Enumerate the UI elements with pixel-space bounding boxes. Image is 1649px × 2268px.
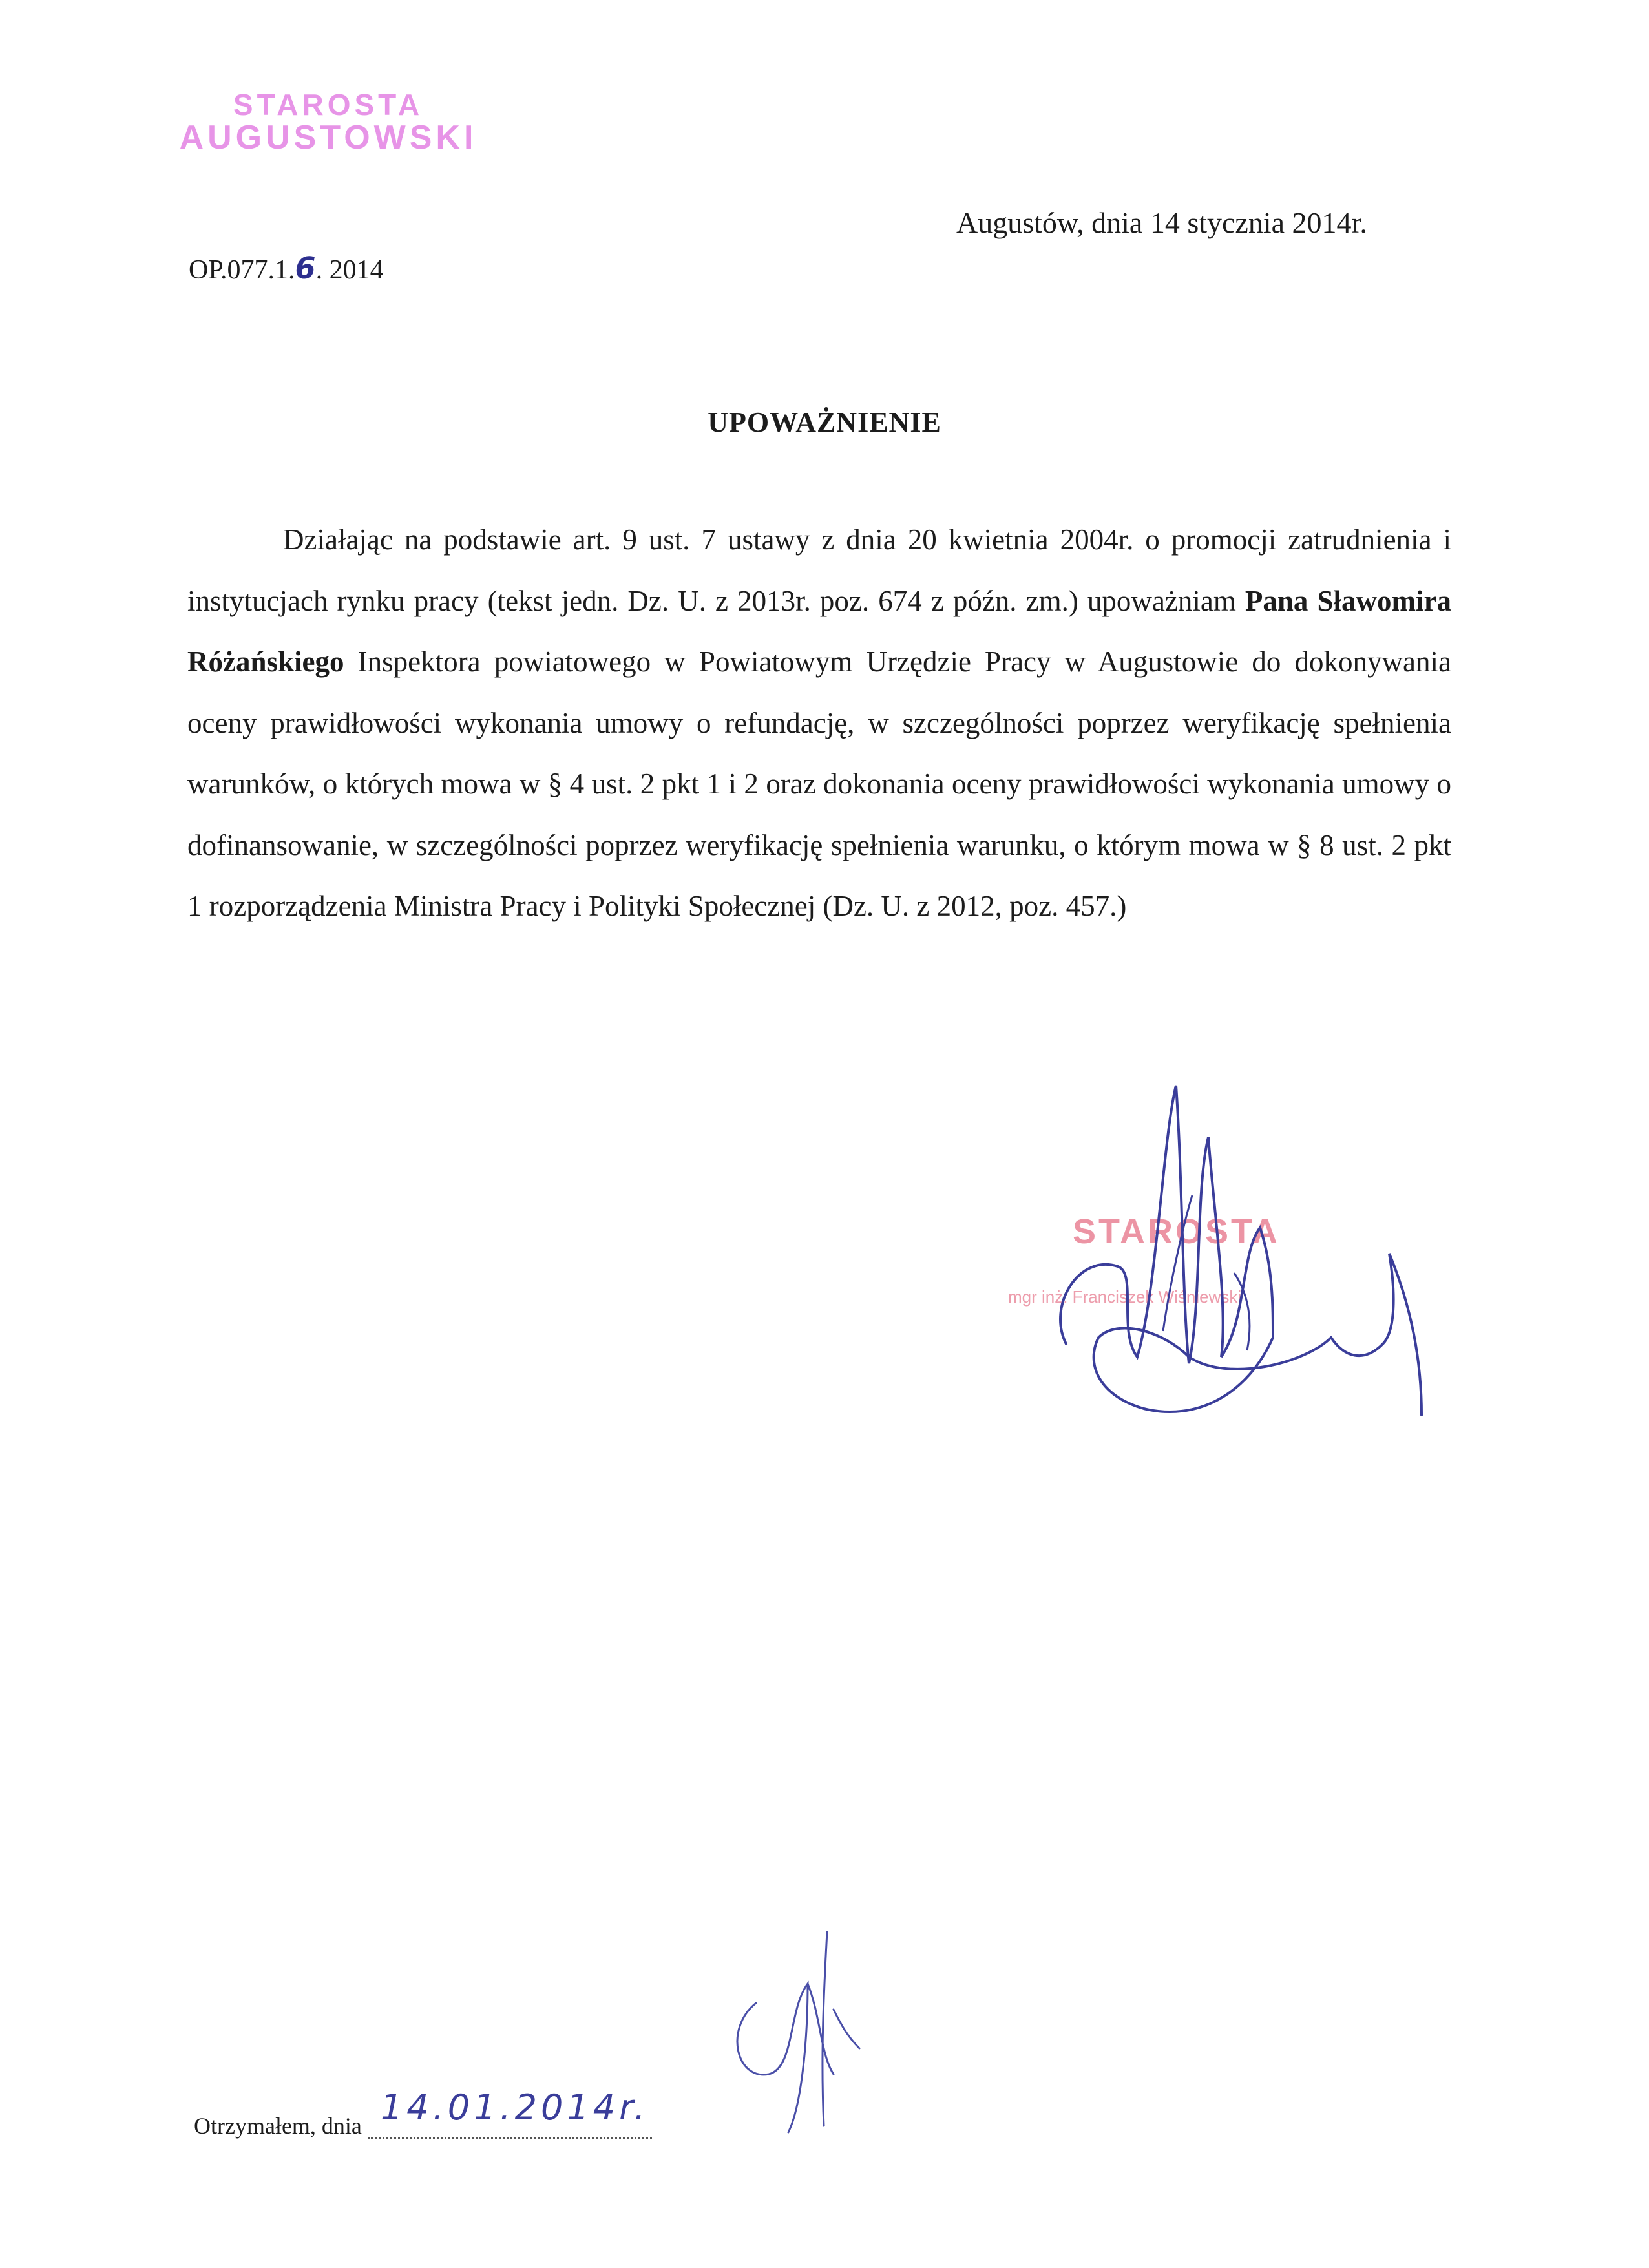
handwritten-signature-icon bbox=[969, 1060, 1460, 1460]
signature-stamp-name: mgr inż. Franciszek Wiśniewski bbox=[1008, 1287, 1242, 1307]
signature-block bbox=[969, 1060, 1460, 1460]
document-title: UPOWAŻNIENIE bbox=[708, 406, 941, 438]
receipt-line bbox=[194, 2087, 652, 2139]
signature-stamp-title: STAROSTA bbox=[1073, 1212, 1280, 1251]
receipt-date-field bbox=[368, 2087, 652, 2139]
stamp-line-1: STAROSTA bbox=[233, 88, 424, 121]
body-part-2: Inspektora powiatowego w Powiatowym Urzędzie Pracy w Augustowie do dokonywania oceny prawidłowości wykonania umowy o refundację, w szczególności poprzez weryfikację spełnienia warunków, o których mowa w § 4 ust. 2 pkt 1 i 2 oraz dokonania oceny prawidłowości wykonania umowy o dofinansowanie, w szczególności poprzez weryfikację spełnienia warunku, o którym mowa w § 8 ust. 2 pkt 1 rozporządzenia Ministra Pracy i Polityki Społecznej (Dz. U. z 2012, poz. 457.) bbox=[187, 646, 1451, 922]
place-and-date: Augustów, dnia 14 stycznia 2014r. bbox=[956, 206, 1367, 239]
receipt-label: Otrzymałem, dnia bbox=[194, 2113, 362, 2139]
reference-number: OP.077.1.6. 2014 bbox=[189, 251, 384, 286]
ref-suffix: 2014 bbox=[329, 255, 384, 285]
ref-prefix: OP.077.1. bbox=[189, 255, 295, 285]
body-part-1: Działając na podstawie art. 9 ust. 7 ustawy z dnia 20 kwietnia 2004r. o promocji zatrudnienia i instytucjach rynku pracy (tekst jedn. Dz. U. z 2013r. poz. 674 z późn. zm.) upoważniam bbox=[187, 523, 1451, 617]
stamp-line-2: AUGUSTOWSKI bbox=[179, 119, 478, 157]
recipient-signature-icon bbox=[711, 1913, 879, 2145]
ref-handwritten-number: 6 bbox=[295, 251, 316, 286]
body-paragraph bbox=[187, 509, 1451, 937]
receipt-handwritten-date: 14.01.2014r. bbox=[380, 2087, 649, 2128]
authorized-person-name: Pana Sławomira Różańskiego bbox=[187, 584, 1451, 678]
header-stamp bbox=[167, 89, 490, 156]
